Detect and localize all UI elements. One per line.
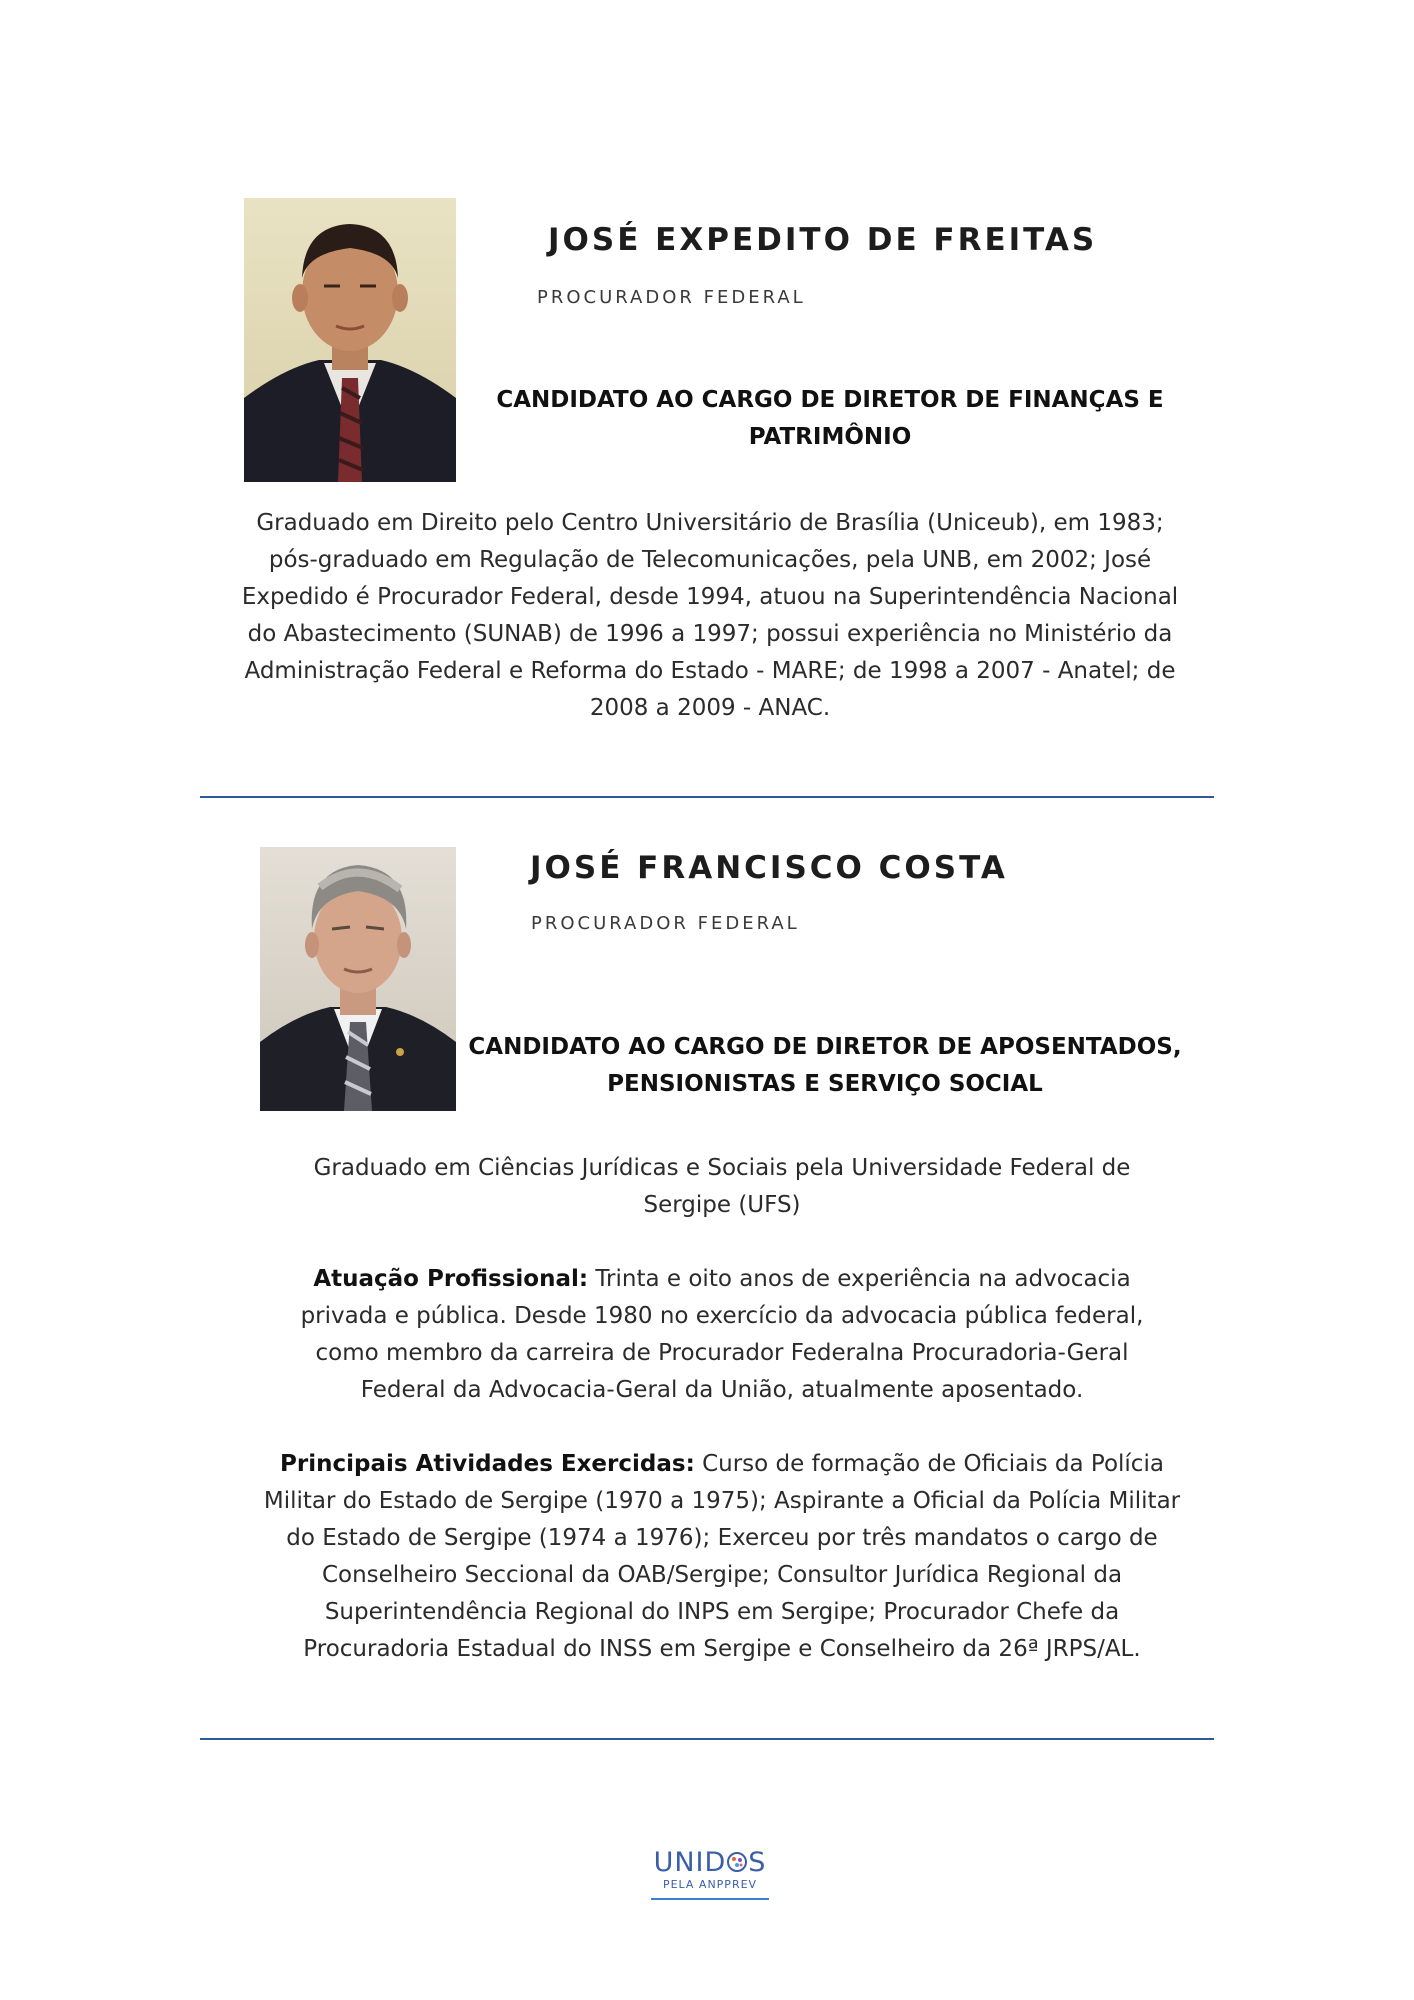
candidate1-cargo: CANDIDATO AO CARGO DE DIRETOR DE FINANÇAS E PATRIMÔNIO	[496, 387, 1164, 450]
candidate2-cargo: CANDIDATO AO CARGO DE DIRETOR DE APOSENTADOS, PENSIONISTAS E SERVIÇO SOCIAL	[468, 1034, 1182, 1097]
candidate2-education: Graduado em Ciências Jurídicas e Sociais pela Universidade Federal de Sergipe (UFS)	[313, 1155, 1131, 1218]
candidate1-name: JOSÉ EXPEDITO DE FREITAS	[548, 222, 1098, 258]
candidate1-photo	[244, 198, 456, 482]
candidate2-atividades	[260, 1446, 1184, 1668]
section-divider	[200, 796, 1214, 798]
candidate2-bio	[260, 1150, 1184, 1668]
logo-text-after: S	[748, 1847, 767, 1878]
atuacao-label: Atuação Profissional:	[313, 1266, 589, 1292]
atuacao-text: Trinta e oito anos de experiência na advocacia privada e pública. Desde 1980 no exercício da advocacia pública federal, como membro da carreira de Procurador Federalna Procuradoria-Geral Federal da Advocacia-Geral da União, atualmente aposentado.	[300, 1266, 1144, 1403]
candidate2-name: JOSÉ FRANCISCO COSTA	[530, 850, 1008, 886]
logo-wordmark	[645, 1848, 775, 1878]
atividades-label: Principais Atividades Exercidas:	[280, 1451, 695, 1477]
atividades-text: Curso de formação de Oficiais da Polícia Militar do Estado de Sergipe (1970 a 1975); Aspirante a Oficial da Polícia Militar do Estado de Sergipe (1974 a 1976); Exerceu por três mandatos o cargo de Conselheiro Seccional da OAB/Sergipe; Consultor Jurídica Regional da Superintendência Regional do INPS em Sergipe; Procurador Chefe da Procuradoria Estadual do INSS em Sergipe e Conselheiro da 26ª JRPS/AL.	[263, 1451, 1181, 1662]
candidate1-role: PROCURADOR FEDERAL	[537, 287, 806, 308]
candidate1-bio-text: Graduado em Direito pelo Centro Universitário de Brasília (Uniceub), em 1983; pós-graduado em Regulação de Telecomunicações, pela UNB, em 2002; José Expedido é Procurador Federal, desde 1994, atuou na Superintendência Nacional do Abastecimento (SUNAB) de 1996 a 1997; possui experiência no Ministério da Administração Federal e Reforma do Estado - MARE; de 1998 a 2007 - Anatel; de 2008 a 2009 - ANAC.	[241, 510, 1179, 721]
candidate2-photo	[260, 847, 456, 1111]
logo-text-before: UNID	[653, 1847, 727, 1878]
candidate2-atuacao	[260, 1261, 1184, 1409]
candidate2-role: PROCURADOR FEDERAL	[531, 913, 800, 934]
logo-subtitle: PELA ANPPREV	[662, 1878, 758, 1891]
unidos-logo	[645, 1848, 775, 1900]
section-divider-bottom	[200, 1738, 1214, 1740]
candidate1-bio	[240, 505, 1180, 727]
globe-icon	[726, 1850, 748, 1872]
logo-underline	[651, 1898, 769, 1900]
